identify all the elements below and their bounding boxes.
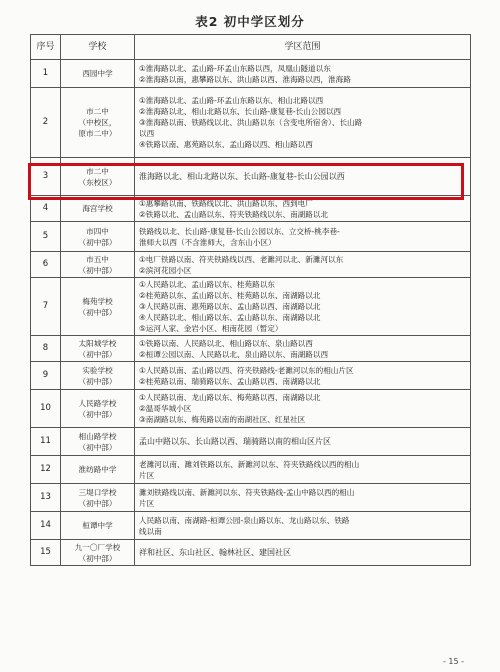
- row-school: [61, 278, 135, 336]
- school-line: 西园中学: [82, 69, 113, 78]
- range-line: 以西: [139, 129, 155, 138]
- row-seq: 14: [31, 512, 61, 540]
- row-school: [61, 158, 135, 196]
- row-seq: 12: [31, 456, 61, 484]
- range-line: ②铁路以北、孟山路以东、符夹铁路线以东、南湖路以北: [139, 209, 329, 219]
- table-row: [31, 222, 471, 252]
- table-row: [31, 456, 471, 484]
- table-row: [31, 512, 471, 540]
- row-school: [61, 362, 135, 390]
- table-row: [31, 278, 471, 336]
- row-range: [135, 252, 471, 278]
- school-line: （初中部）: [78, 409, 117, 419]
- school-line: 桓谭中学: [82, 521, 113, 530]
- range-line: ②温哥华城小区: [139, 404, 192, 413]
- table-row: [31, 88, 471, 158]
- school-line: 市二中: [86, 107, 109, 116]
- school-line: 海宫学校: [82, 204, 113, 213]
- school-line: 市四中: [86, 226, 109, 236]
- page-number: - 15 -: [442, 657, 464, 666]
- row-school: [61, 456, 135, 484]
- table-row: [31, 484, 471, 512]
- range-line: ①电厂铁路以南、符夹铁路线以西、老濉河以北、新濉河以东: [139, 254, 344, 264]
- table-row: [31, 362, 471, 390]
- table-row: [31, 428, 471, 456]
- row-range: [135, 158, 471, 196]
- school-line: 人民路学校: [78, 398, 117, 408]
- range-line: ①人民路以南、龙山路以东、梅苑路以西、南湖路以北: [139, 393, 321, 402]
- school-line: 太阳城学校: [78, 338, 117, 348]
- row-range: [135, 428, 471, 456]
- row-range: [135, 88, 471, 158]
- range-line: 人民路以南、南湖路-桓谭公园-泉山路以东、龙山路以东、铁路: [139, 515, 350, 525]
- range-line: ①惠攀路以南、铁路线以北、洪山路以东、西到电厂: [139, 198, 313, 208]
- range-line: ⑤运河人家、金岩小区、相南花园（暂定）: [139, 324, 283, 333]
- row-school: [61, 88, 135, 158]
- row-range: [135, 336, 471, 362]
- row-school: [61, 390, 135, 428]
- school-line: （初中部）: [78, 265, 117, 275]
- row-seq: 5: [31, 222, 61, 252]
- school-line: （初中部）: [78, 553, 117, 563]
- row-school: [61, 336, 135, 362]
- row-school: [61, 512, 135, 540]
- row-seq: 3: [31, 158, 61, 196]
- row-school: [61, 196, 135, 222]
- row-range: [135, 390, 471, 428]
- range-line: ①淮海路以北、孟山路-环孟山东路以东、相山北路以西: [139, 96, 324, 105]
- range-line: 祥和社区、东山社区、翰林社区、建国社区: [139, 548, 291, 557]
- school-line: （初中部）: [78, 349, 117, 359]
- row-range: [135, 456, 471, 484]
- row-seq: 4: [31, 196, 61, 222]
- school-line: （东校区）: [78, 177, 117, 187]
- row-range: [135, 60, 471, 88]
- row-seq: 1: [31, 60, 61, 88]
- row-range: [135, 278, 471, 336]
- table-row: [31, 336, 471, 362]
- school-line: 原市二中）: [78, 129, 117, 138]
- row-school: [61, 60, 135, 88]
- school-line: 九一〇厂学校: [74, 542, 121, 552]
- table-body: [31, 60, 471, 566]
- row-seq: 7: [31, 278, 61, 336]
- range-line: ③人民路以南、惠苑路以东、孟山路以西、南湖路以北: [139, 302, 321, 311]
- row-seq: 13: [31, 484, 61, 512]
- range-line: ①人民路以南、孟山路以西、符夹铁路线-老濉河以东的相山片区: [139, 365, 354, 375]
- range-line: 淮师大以西（不含淮师大，含东山小区）: [139, 237, 276, 247]
- header-row: [31, 35, 471, 60]
- range-line: ④人民路以北、相山路以东、孟山路以东、南湖路以北: [139, 313, 321, 322]
- school-line: （初中部）: [78, 498, 117, 508]
- range-line: ③南湖路以东、梅苑路以南的南湖社区、红星社区: [139, 415, 306, 424]
- range-line: ②淮海路以南，惠攀路以东、洪山路以西、淮海路以西，淮海路: [139, 74, 351, 84]
- range-line: ②桂苑路以南、瑞骑路以东、孟山路以西、南湖路以北: [139, 376, 321, 386]
- header-seq: 序号: [31, 35, 61, 60]
- range-line: ①淮海路以北、孟山路-环孟山东路以西，凤凰山隧道以东: [139, 63, 331, 73]
- header-range: 学区范围: [135, 35, 471, 60]
- range-line: ①人民路以北、孟山路以东、桂苑路以东: [139, 280, 275, 289]
- school-line: 淮纺路中学: [78, 465, 117, 474]
- school-line: （初中部）: [78, 307, 117, 317]
- table-row: [31, 60, 471, 88]
- school-line: （初中部）: [78, 376, 117, 386]
- range-line: 片区: [139, 470, 155, 480]
- range-line: ②桓谭公园以南、人民路以北、泉山路以东、南湖路以西: [139, 349, 329, 359]
- row-range: [135, 512, 471, 540]
- range-line: ④铁路以南、惠苑路以东、孟山路以西、相山路以西: [139, 140, 313, 149]
- range-line: 线以南: [139, 526, 162, 536]
- range-line: 濉刘铁路线以南、新濉河以东、符夹铁路线-孟山中路以西的相山: [139, 487, 355, 497]
- row-range: [135, 196, 471, 222]
- row-school: [61, 252, 135, 278]
- school-line: 实验学校: [82, 365, 113, 375]
- range-line: 铁路线以北、长山路-康复巷-长山公园以东、立交桥-桃李巷-: [139, 226, 340, 236]
- school-line: 市五中: [86, 254, 109, 264]
- row-seq: 11: [31, 428, 61, 456]
- table-row: [31, 196, 471, 222]
- row-range: [135, 484, 471, 512]
- row-range: [135, 540, 471, 566]
- range-line: ①铁路以南、人民路以北、相山路以东、泉山路以西: [139, 338, 313, 348]
- range-line: ③淮海路以南、铁路线以北、洪山路以东（含变电所宿舍）、长山路: [139, 118, 363, 127]
- school-district-table: [30, 34, 471, 566]
- school-line: 梅苑学校: [82, 296, 113, 306]
- header-school: 学校: [61, 35, 135, 60]
- school-line: （初中部）: [78, 237, 117, 247]
- row-range: [135, 362, 471, 390]
- row-seq: 6: [31, 252, 61, 278]
- row-seq: 2: [31, 88, 61, 158]
- table-title: 表2 初中学区划分: [195, 14, 305, 29]
- range-line: ②淮海路以北、相山北路以东、长山路-康复巷-长山公园以西: [139, 107, 342, 116]
- school-line: 市二中: [86, 166, 109, 176]
- school-line: 三堤口学校: [78, 487, 117, 497]
- row-school: [61, 484, 135, 512]
- row-school: [61, 428, 135, 456]
- range-line: ②桂苑路以东、孟山路以东、桂苑路以东、南湖路以北: [139, 291, 321, 300]
- row-school: [61, 222, 135, 252]
- range-line: ②滨河花园小区: [139, 265, 192, 275]
- row-range: [135, 222, 471, 252]
- range-line: 淮海路以北、相山北路以东、长山路-康复巷-长山公园以西: [139, 172, 345, 181]
- row-seq: 9: [31, 362, 61, 390]
- school-line: （中校区，: [78, 118, 117, 127]
- table-row: [31, 540, 471, 566]
- row-seq: 10: [31, 390, 61, 428]
- school-line: （初中部）: [78, 442, 117, 452]
- row-seq: 8: [31, 336, 61, 362]
- range-line: 老濉河以南、濉刘铁路以东、新濉河以东、符夹铁路线以西的相山: [139, 459, 360, 469]
- table-row: [31, 158, 471, 196]
- row-seq: 15: [31, 540, 61, 566]
- range-line: 孟山中路以东、长山路以西、瑞骑路以南的相山区片区: [139, 437, 331, 446]
- table-row: [31, 390, 471, 428]
- row-school: [61, 540, 135, 566]
- table-row: [31, 252, 471, 278]
- range-line: 片区: [139, 498, 155, 508]
- school-line: 相山路学校: [78, 431, 117, 441]
